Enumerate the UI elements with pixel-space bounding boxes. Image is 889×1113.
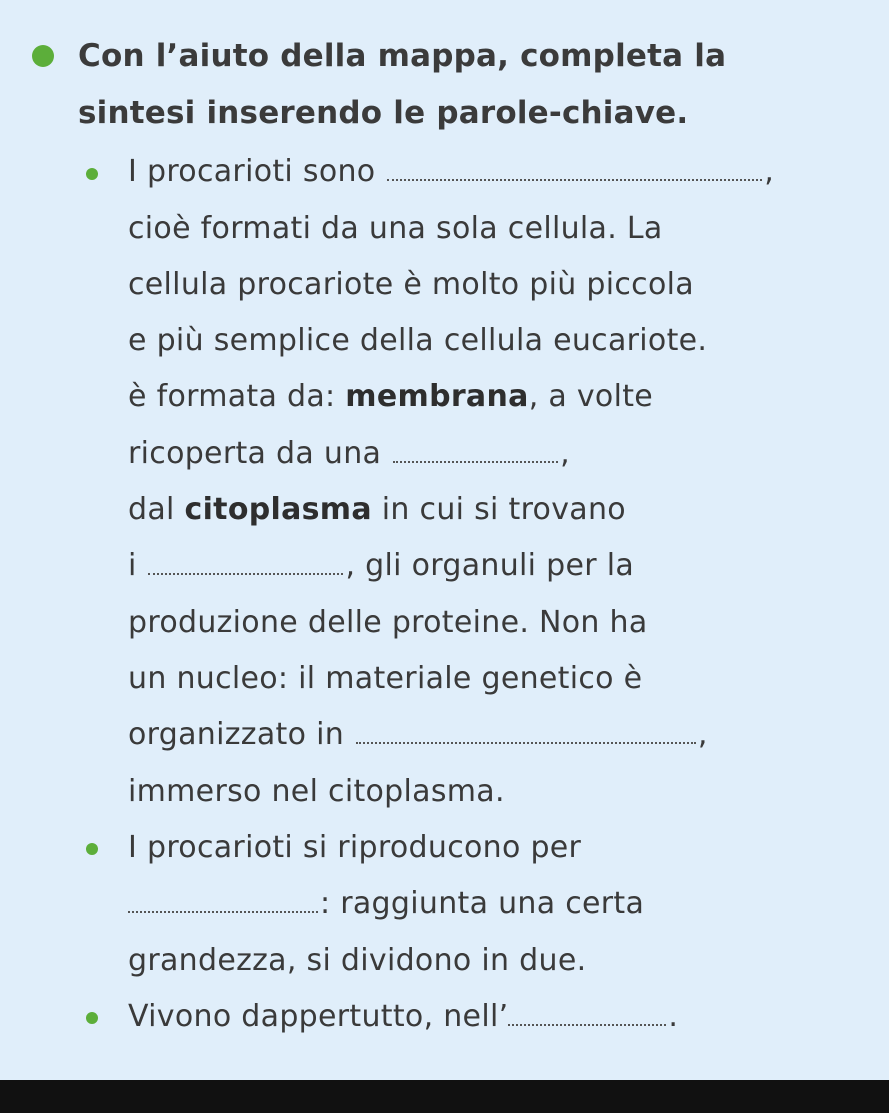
text: in cui si trovano xyxy=(381,492,626,527)
blank-field-ambiente[interactable] xyxy=(508,998,666,1026)
item2-line-3: grandezza, si dividono in due. xyxy=(128,943,587,978)
bottom-bar xyxy=(0,1080,889,1113)
item1-line-12: immerso nel citoplasma. xyxy=(128,774,505,809)
blank-field-parete[interactable] xyxy=(393,435,558,463)
exercise-heading xyxy=(78,28,858,142)
text: ricoperta da una xyxy=(128,436,382,471)
item1-line-2: cioè formati da una sola cellula. La xyxy=(128,211,663,246)
item2-line-2 xyxy=(128,884,644,924)
item1-line-6 xyxy=(128,434,570,474)
text: , gli organuli per la xyxy=(345,548,635,583)
text: Vivono dappertutto, nell’ xyxy=(128,999,509,1034)
heading-bullet-icon xyxy=(32,45,54,67)
text: , xyxy=(764,154,775,189)
blank-field-ribosomi[interactable] xyxy=(148,547,343,575)
blank-field-cromosoma[interactable] xyxy=(356,716,696,744)
keyword-citoplasma: citoplasma xyxy=(184,492,372,527)
blank-field-unicellular[interactable] xyxy=(387,153,762,181)
blank-field-scissione[interactable] xyxy=(128,885,318,913)
bullet-icon xyxy=(86,168,98,180)
text: : raggiunta una certa xyxy=(320,886,645,921)
item1-line-5 xyxy=(128,377,653,417)
item1-line-9: produzione delle proteine. Non ha xyxy=(128,605,648,640)
text: , xyxy=(560,436,570,471)
bullet-icon xyxy=(86,1012,98,1024)
item1-line-10: un nucleo: il materiale genetico è xyxy=(128,661,643,696)
heading-line-2: sintesi inserendo le parole-chiave. xyxy=(78,95,689,131)
text: I procarioti sono xyxy=(128,154,376,189)
text: , a volte xyxy=(528,379,654,414)
text: . xyxy=(668,999,679,1034)
item2-line-1: I procarioti si riproducono per xyxy=(128,830,582,865)
text: , xyxy=(697,717,708,752)
item1-line-3: cellula procariote è molto più piccola xyxy=(128,267,694,302)
item1-line-7 xyxy=(128,490,626,530)
item1-line-11 xyxy=(128,715,708,755)
item1-line-1 xyxy=(128,152,774,192)
keyword-membrana: membrana xyxy=(345,379,529,414)
heading-line-1: Con l’aiuto della mappa, completa la xyxy=(78,38,727,74)
bullet-icon xyxy=(86,843,98,855)
item3-line-1 xyxy=(128,997,678,1037)
text: organizzato in xyxy=(128,717,345,752)
text: dal xyxy=(128,492,175,527)
item1-line-4: e più semplice della cellula eucariote. xyxy=(128,323,708,358)
text: i xyxy=(128,548,137,583)
item1-line-8 xyxy=(128,546,634,586)
text: è formata da: xyxy=(128,379,336,414)
